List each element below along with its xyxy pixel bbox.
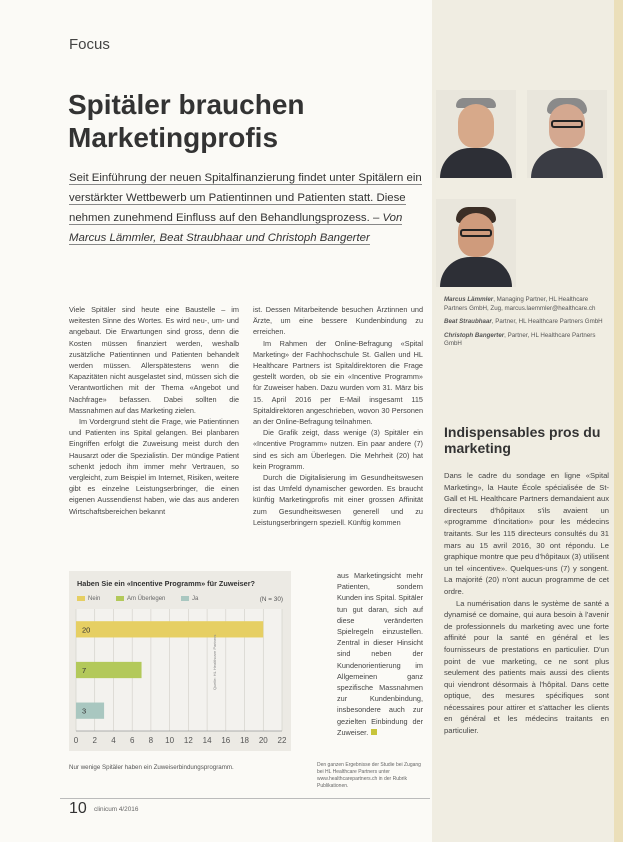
glasses-shape bbox=[460, 229, 492, 237]
byline: Von Marcus Lämmler, Beat Straubhaar und Christoph Bangerter bbox=[69, 212, 403, 244]
credit-1: Beat Straubhaar, Partner, HL Healthcare Partners GmbH bbox=[444, 318, 603, 326]
end-mark-icon bbox=[371, 729, 377, 735]
author-credits bbox=[444, 296, 609, 354]
chart-sample-size: (N = 30) bbox=[259, 596, 283, 603]
x-tick-label: 18 bbox=[240, 736, 249, 745]
french-heading: Indispensables pros du marketing bbox=[444, 424, 601, 456]
bar-nein bbox=[76, 621, 263, 637]
legend-swatch bbox=[116, 596, 124, 601]
footer-divider bbox=[60, 798, 430, 799]
article-title: Spitäler brauchen Marketingprofis bbox=[68, 89, 305, 153]
author-photo-straubhaar bbox=[527, 90, 607, 178]
face-shape bbox=[458, 104, 494, 148]
glasses-shape bbox=[551, 120, 583, 128]
suit-shape bbox=[440, 257, 512, 287]
x-tick-label: 8 bbox=[148, 736, 154, 745]
incentive-chart bbox=[69, 571, 291, 751]
credit-0: Marcus Lämmler, Managing Partner, HL Healthcare Partners GmbH, Zug, marcus.laemmler@healthcare.ch bbox=[444, 296, 596, 312]
legend-item: Am Überlegen bbox=[116, 596, 165, 602]
chart-source: Quelle: HL Healthcare Partners bbox=[212, 634, 217, 690]
chart-legend bbox=[77, 596, 212, 602]
issue-label: clinicum 4/2016 bbox=[94, 806, 139, 813]
study-note: Den ganzen Ergebnisse der Studie bei Zugang bei HL Healthcare Partners unter www.healthcarepartners.ch in der Rubrik Publikationen. bbox=[317, 762, 421, 789]
bar-value-label: 3 bbox=[82, 706, 87, 716]
legend-item: Nein bbox=[77, 596, 100, 602]
page-edge-tab bbox=[614, 0, 623, 842]
x-tick-label: 20 bbox=[258, 736, 268, 745]
bar-value-label: 20 bbox=[82, 625, 91, 635]
legend-swatch bbox=[77, 596, 85, 601]
x-tick-label: 0 bbox=[73, 736, 79, 745]
credit-2: Christoph Bangerter, Partner, HL Healthcare Partners GmbH bbox=[444, 331, 596, 348]
bar-value-label: 7 bbox=[82, 666, 87, 675]
body-paragraph: aus Marketingsicht mehr Patienten, sondern Kunden ins Spital. Spitäler tun gut daran, sich auf diese veränderten Spielregeln einzustellen. Zentral in dieser Hinsicht sind neben der Kundenorientierung im Allgemeinen ganz spezifische Massnahmen zur Kundenbindung, insbesondere auch zur gezielten Einbindung der Zuweiser. bbox=[337, 571, 423, 737]
article-lead bbox=[69, 168, 424, 248]
chart-caption: Nur wenige Spitäler haben ein Zuweiserbindungsprogramm. bbox=[69, 764, 234, 771]
x-tick-label: 4 bbox=[111, 736, 116, 745]
legend-swatch bbox=[181, 596, 189, 601]
chart-title: Haben Sie ein «Incentive Programm» für Zuweiser? bbox=[77, 579, 256, 588]
suit-shape bbox=[531, 148, 603, 178]
legend-item: Ja bbox=[181, 596, 198, 602]
author-photo-laemmler bbox=[436, 90, 516, 178]
french-summary bbox=[444, 470, 609, 737]
x-tick-label: 14 bbox=[202, 736, 212, 745]
body-column-3 bbox=[337, 570, 423, 738]
body-paragraph: Im Rahmen der Online-Befragung «Spital Marketing» der Fachhochschule St. Gallen und HL Healthcare Partners ist Spitaldirektoren die Frage gestellt worden, ob sie ein «Incentive Programm» für Zuweiser haben. Dazu wurden vom 31. März bis 15. April 2016 per E-Mail insgesamt 115 Spitaldirektoren angeschrieben, wovon 30 Personen an der Online-Befragung teilnahmen. bbox=[253, 338, 423, 427]
body-paragraph: ist. Dessen Mitarbeitende besuchen Ärztinnen und Ärzte, um eine bessere Kundenbindung zu erreichen. bbox=[253, 305, 423, 337]
lead-text: Seit Einführung der neuen Spitalfinanzierung findet unter Spitälern ein verstärkter Wettbewerb um Patientinnen und Patienten statt. Diese nehmen zunehmend Einfluss auf den Behandlungsprozess. – bbox=[69, 172, 422, 224]
x-tick-label: 16 bbox=[221, 736, 231, 745]
page-number: 10 bbox=[69, 800, 87, 817]
suit-shape bbox=[440, 148, 512, 178]
body-paragraph: Viele Spitäler sind heute eine Baustelle – im weitesten Sinne des Wortes. Es wird neu-, um- und angebaut. Die Erwartungen sind gross, denn die Kosten müssen finanziert werden, weshalb zusätzliche Patientinnen und Patienten behandelt werden müssen. Allerspätestens wenn die Kapazitäten nicht ausgelastet sind, müssen sich die Verantwortlichen mit der Thema «Angebot und Nachfrage» befassen. Dabei sollten die Massnahmen auf das Marketing zielen. bbox=[69, 305, 239, 415]
section-label: Focus bbox=[69, 36, 110, 53]
bar-ja bbox=[76, 703, 104, 719]
x-tick-label: 10 bbox=[165, 736, 175, 745]
french-paragraph: Dans le cadre du sondage en ligne «Spital Marketing», la Haute École spécialisée de St-Gall et HL Healthcare Partners demandaient aux directeurs d'hôpitaux s'ils avaient un «programme d'incitation» pour les médecins traitants. Sur les 115 directeurs consultés du 31 mars au 15 avril 2016, 30 ont répondu. Le graphique montre que peu d'hôpitaux (3) utilisent un tel «incentive». Quelques-uns (7) y songent. La majorité (20) n'ont aucun programme de cet ordre. bbox=[444, 471, 609, 596]
french-paragraph: La numérisation dans le système de santé a dynamisé ce domaine, qui aura besoin à l'avenir de professionnels du marketing avec une forte affinité pour la santé en général et les fournisseurs de prestations en particulier. D'un point de vue marketing, ce ne sont plus seulement des patients mais aussi des clients qui viendront désormais à l'hôpital. Dans cette optique, des mesures spécifiques sont nécessaires pour attirer et s'attacher les clients en général et les médecins traitants en particulier. bbox=[444, 598, 609, 736]
body-column-1 bbox=[69, 304, 239, 517]
body-paragraph: Die Grafik zeigt, dass wenige (3) Spitäler ein «Incentive Programm» nutzen. Ein paar andere (7) sind es sich am Überlegen. Die Mehrheit (20) hat kein Programm. bbox=[253, 428, 423, 471]
body-column-2 bbox=[253, 304, 423, 528]
body-paragraph: Im Vordergrund steht die Frage, wie Patientinnen und Patienten ins Spital gelangen. Bei planbaren Eingriffen erfolgt die Zuweisung meist durch den Hausarzt oder die Spezialistin. Der mündige Patient schenkt jedoch ihm immer mehr Vertrauen, so vergleicht, zum Beispiel im Internet, Risiken, weitere gibt es einzelne Leistungserbringer, die einen eigenen Aussendienst haben, wie das aus anderen Wirtschaftsbereichen bekannt bbox=[69, 417, 239, 516]
author-photo-bangerter bbox=[436, 199, 516, 287]
x-tick-label: 12 bbox=[183, 736, 193, 745]
x-tick-label: 2 bbox=[92, 736, 97, 745]
x-tick-label: 6 bbox=[129, 736, 135, 745]
x-tick-label: 22 bbox=[277, 736, 287, 745]
body-paragraph: Durch die Digitalisierung im Gesundheitswesen ist das Umfeld dynamischer geworden. Es braucht künftig Marketingprofis mit einer grossen Affinität zum Gesundheitswesen generell und zu Leistungserbringern speziell. Künftig kommen bbox=[253, 473, 423, 527]
